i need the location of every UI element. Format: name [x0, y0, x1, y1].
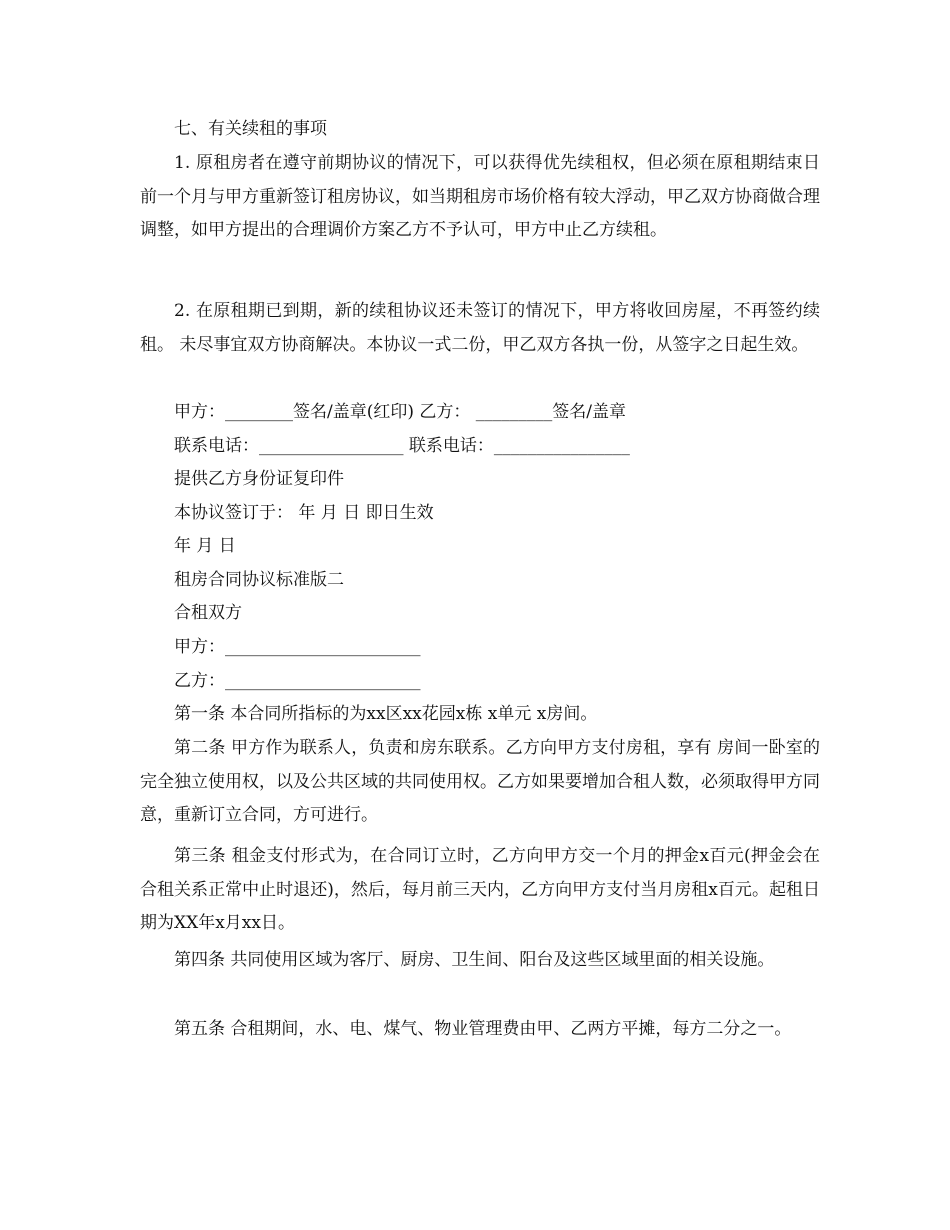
clause-2: 2. 在原租期已到期，新的续租协议还未签订的情况下，甲方将收回房屋，不再签约续租。 未尽事宜双方协商解决。本协议一式二份，甲乙双方各执一份，从签字之日起生效。 — [140, 301, 820, 355]
section-heading: 七、有关续租的事项 — [174, 119, 327, 139]
party-a-line: 甲方：_______________________ — [174, 637, 421, 657]
party-b-line: 乙方：_______________________ — [174, 671, 421, 691]
id-copy-note: 提供乙方身份证复印件 — [174, 469, 344, 489]
contract-title: 租房合同协议标准版二 — [174, 570, 344, 590]
article-1: 第一条 本合同所指标的为xx区xx花园x栋 x单元 x房间。 — [174, 704, 598, 724]
signature-line: 甲方：________签名/盖章(红印) 乙方： _________签名/盖章 — [174, 402, 627, 422]
article-3: 第三条 租金支付形式为，在合同订立时，乙方向甲方交一个月的押金x百元(押金会在合租关系正常中止时退还)，然后，每月前三天内，乙方向甲方支付当月房租x百元。起租日期为XX年x月xx日。 — [140, 846, 820, 934]
article-2: 第二条 甲方作为联系人，负责和房东联系。乙方向甲方支付房租，享有 房间一卧室的完全独立使用权，以及公共区域的共同使用权。乙方如果要增加合租人数，必须取得甲方同意，重新订立合同，方可进行。 — [140, 738, 820, 826]
date-placeholder: 年 月 日 — [174, 536, 236, 556]
parties-heading: 合租双方 — [174, 603, 242, 623]
clause-1: 1. 原租房者在遵守前期协议的情况下，可以获得优先续租权，但必须在原租期结束日前一个月与甲方重新签订租房协议，如当期租房市场价格有较大浮动，甲乙双方协商做合理调整，如甲方提出的合理调价方案乙方不予认可，甲方中止乙方续租。 — [140, 153, 820, 241]
signing-date: 本协议签订于： 年 月 日 即日生效 — [174, 503, 434, 523]
phone-line: 联系电话：_________________ 联系电话：________________ — [174, 436, 630, 456]
article-5: 第五条 合租期间，水、电、煤气、物业管理费由甲、乙两方平摊，每方二分之一。 — [174, 1019, 792, 1039]
article-4: 第四条 共同使用区域为客厅、厨房、卫生间、阳台及这些区域里面的相关设施。 — [174, 950, 775, 970]
